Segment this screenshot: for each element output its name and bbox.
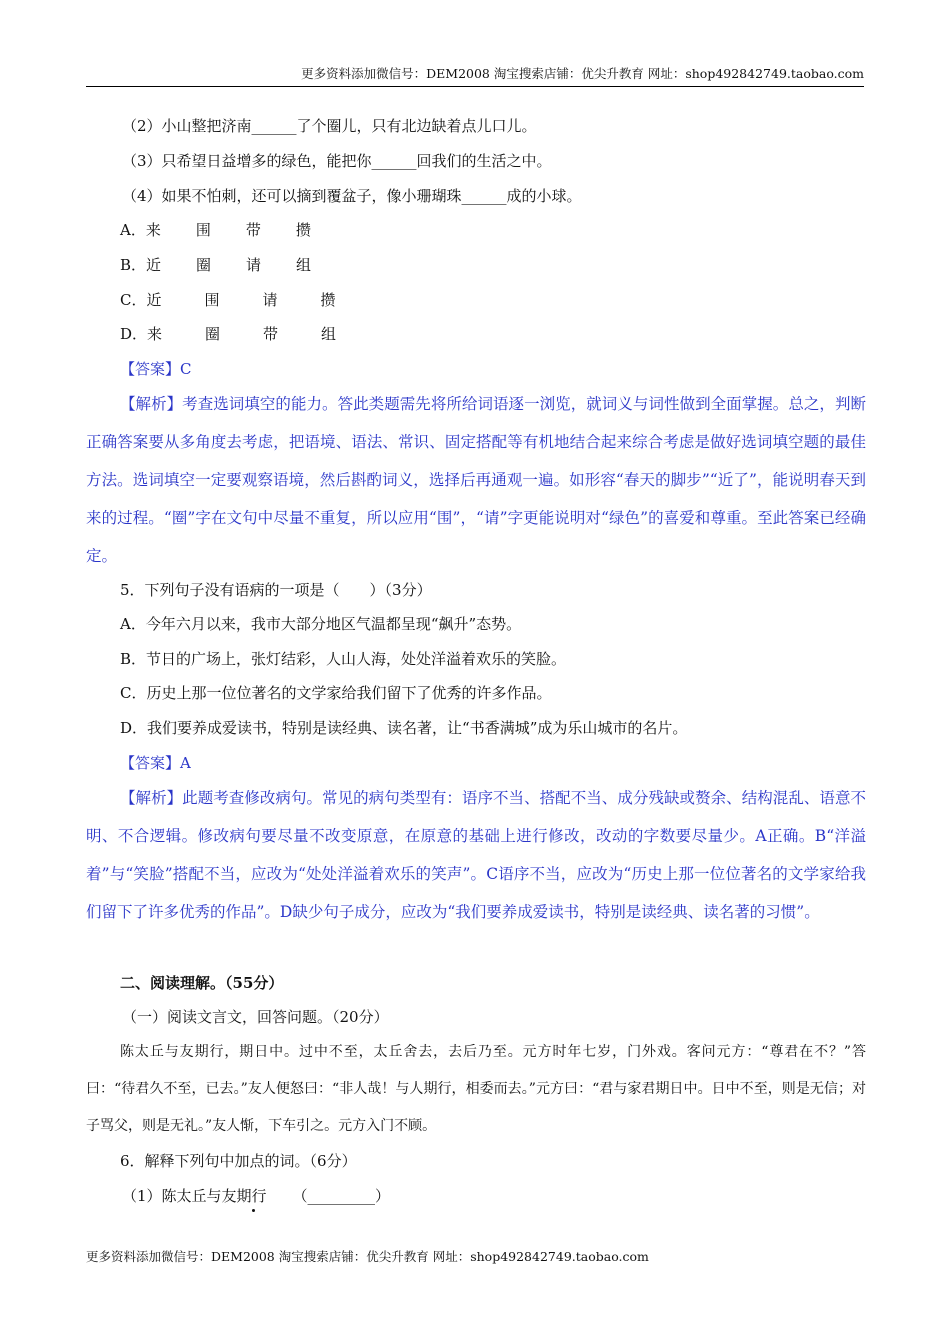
section-title: 二、阅读理解。（55分）: [120, 974, 284, 992]
q4-sentence-4: （4）如果不怕刺，还可以摘到覆盆子，像小珊瑚珠______成的小球。: [122, 187, 582, 205]
option-word: 围: [195, 221, 211, 239]
option-word: 带: [245, 221, 261, 239]
option-letter: B．: [120, 256, 147, 274]
q6-stem: 6．解释下列句中加点的词。（6分）: [120, 1152, 357, 1170]
q4-answer: 【答案】C: [120, 360, 192, 378]
q4-sentence-2: （2）小山整把济南______了个圈儿，只有北边缺着点儿口儿。: [122, 117, 537, 135]
option-word: 请: [262, 291, 278, 309]
q5-answer: 【答案】A: [120, 754, 191, 772]
option-letter: A．: [120, 221, 146, 239]
q4-analysis: 【解析】考查选词填空的能力。答此类题需先将所给词语逐一浏览，就词义与词性做到全面掌握。总之，判断正确答案要从多角度去考虑，把语境、语法、常识、固定搭配等有机地结合起来综合考虑是做好选词填空题的最佳方法。选词填空一定要观察语境，然后斟酌词义，选择后再通观一遍。如形容“春天的脚步”“近了”，能说明春天到来的过程。“圈”字在文句中尽量不重复，所以应用“围”，“请”字更能说明对“绿色”的喜爱和尊重。至此答案已经确定。: [86, 395, 866, 565]
option-letter: C．: [120, 291, 147, 309]
q4-option-d: [120, 322, 336, 346]
option-word: 请: [246, 256, 262, 274]
q5-option-d: D．我们要养成爱读书，特别是读经典、读名著，让“书香满城”成为乐山城市的名片。: [120, 719, 688, 737]
emphasis-dot: [252, 1209, 255, 1212]
q5-option-a: A．今年六月以来，我市大部分地区气温都呈现“飙升”态势。: [120, 615, 522, 633]
option-letter: D．: [120, 325, 148, 343]
option-word: 来: [147, 325, 163, 343]
option-word: 带: [263, 325, 279, 343]
q4-sentence-3: （3）只希望日益增多的绿色，能把你______回我们的生活之中。: [122, 152, 552, 170]
option-word: 攒: [295, 221, 311, 239]
option-word: 来: [145, 221, 161, 239]
q5-option-b: B．节日的广场上，张灯结彩，人山人海，处处洋溢着欢乐的笑脸。: [120, 650, 567, 668]
q6-item-1: [122, 1184, 390, 1208]
q4-option-c: [120, 288, 336, 312]
option-word: 近: [146, 291, 162, 309]
q5-stem: 5．下列句子没有语病的一项是（ ）（3分）: [120, 581, 432, 599]
option-word: 围: [204, 291, 220, 309]
option-word: 圈: [205, 325, 221, 343]
page-footer: 更多资料添加微信号：DEM2008 淘宝搜索店铺：优尖升教育 网址：shop492842749.taobao.com: [86, 1249, 649, 1264]
option-word: 近: [146, 256, 162, 274]
q4-option-a: [120, 218, 311, 242]
q4-option-b: [120, 253, 311, 277]
answer-blank[interactable]: （_________）: [292, 1187, 391, 1205]
q6-item-1-text: （1）陈太丘与友期行: [122, 1187, 267, 1205]
option-word: 攒: [320, 291, 336, 309]
q5-analysis: 【解析】此题考查修改病句。常见的病句类型有：语序不当、搭配不当、成分残缺或赘余、结构混乱、语意不明、不合逻辑。修改病句要尽量不改变原意，在原意的基础上进行修改，改动的字数要尽量少。A正确。B“洋溢着”与“笑脸”搭配不当，应改为“处处洋溢着欢乐的笑声”。C语序不当，应改为“历史上那一位位著名的文学家给我们留下了许多优秀的作品”。D缺少句子成分，应改为“我们要养成爱读书，特别是读经典、读名著的习惯”。: [86, 789, 866, 921]
section-subtitle: （一）阅读文言文，回答问题。（20分）: [122, 1008, 389, 1026]
classical-passage: 陈太丘与友期行，期日中。过中不至，太丘舍去，去后乃至。元方时年七岁，门外戏。客问元方：“尊君在不？”答曰：“待君久不至，已去。”友人便怒曰：“非人哉！与人期行，相委而去。”元方曰：“君与家君期日中。日中不至，则是无信；对子骂父，则是无礼。”友人惭，下车引之。元方入门不顾。: [86, 1044, 866, 1134]
option-word: 圈: [196, 256, 212, 274]
option-word: 组: [296, 256, 312, 274]
page-header: 更多资料添加微信号：DEM2008 淘宝搜索店铺：优尖升教育 网址：shop492842749.taobao.com: [86, 64, 864, 87]
option-word: 组: [321, 325, 337, 343]
q5-option-c: C．历史上那一位位著名的文学家给我们留下了优秀的许多作品。: [120, 684, 552, 702]
